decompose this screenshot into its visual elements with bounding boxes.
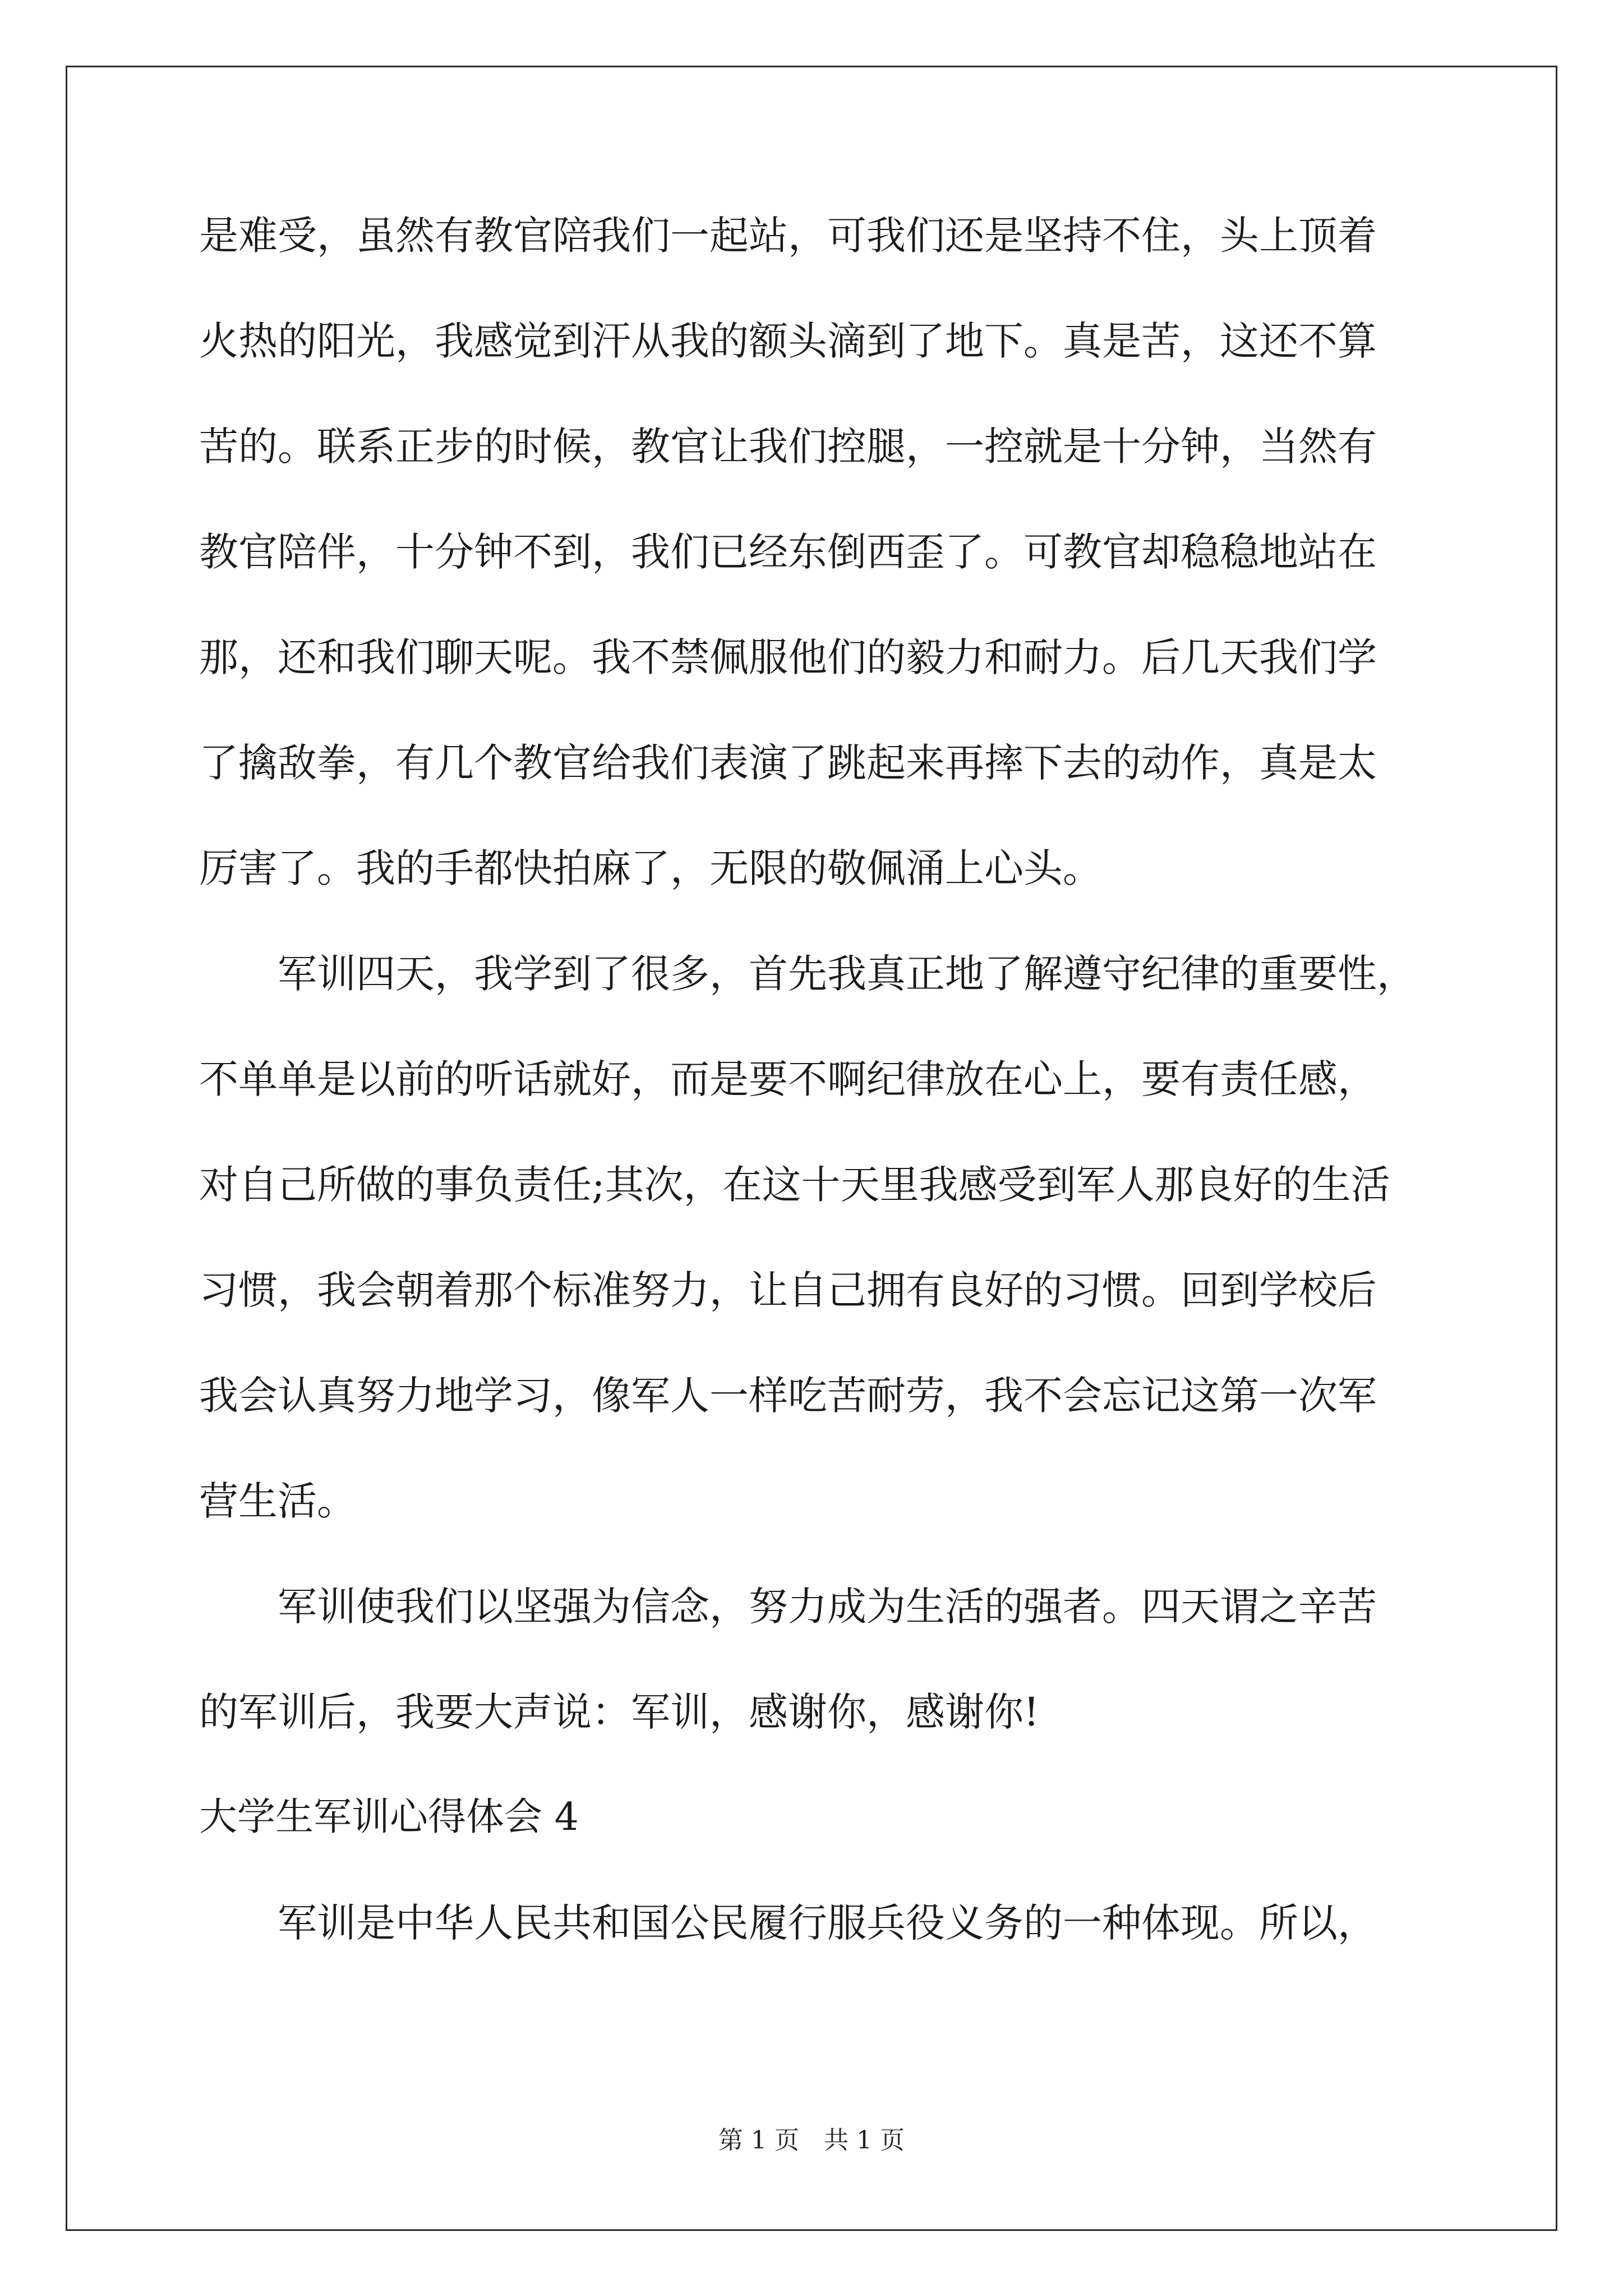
section-heading: 大学生军训心得体会 4 (199, 1795, 579, 1839)
text-line: 军训是中华人民共和国公民履行服兵役义务的一种体现。所以， (199, 1900, 1377, 1946)
text-line: 我会认真努力地学习，像军人一样吃苦耐劳，我不会忘记这第一次军 (199, 1373, 1377, 1419)
text-line: 的军训后，我要大声说：军训，感谢你，感谢你! (199, 1689, 1040, 1735)
text-line: 是难受，虽然有教官陪我们一起站，可我们还是坚持不住，头上顶着 (199, 213, 1377, 259)
text-line: 习惯，我会朝着那个标准努力，让自己拥有良好的习惯。回到学校后 (199, 1267, 1377, 1313)
text-line: 了擒敌拳，有几个教官给我们表演了跳起来再摔下去的动作，真是太 (199, 740, 1377, 786)
text-line: 军训四天，我学到了很多，首先我真正地了解遵守纪律的重要性， (199, 951, 1416, 997)
text-line: 教官陪伴，十分钟不到，我们已经东倒西歪了。可教官却稳稳地站在 (199, 529, 1377, 575)
page-number-footer: 第 1 页 共 1 页 (718, 2126, 905, 2155)
text-line: 对自己所做的事负责任;其次，在这十天里我感受到军人那良好的生活 (199, 1162, 1390, 1208)
text-line: 营生活。 (199, 1478, 356, 1524)
text-line: 不单单是以前的听话就好，而是要不啊纪律放在心上，要有责任感， (199, 1056, 1377, 1102)
text-line: 厉害了。我的手都快拍麻了，无限的敬佩涌上心头。 (199, 845, 1102, 891)
text-line: 火热的阳光，我感觉到汗从我的额头滴到了地下。真是苦，这还不算 (199, 318, 1377, 364)
text-line: 军训使我们以坚强为信念，努力成为生活的强者。四天谓之辛苦 (199, 1584, 1377, 1630)
text-line: 苦的。联系正步的时候，教官让我们控腿，一控就是十分钟，当然有 (199, 424, 1377, 470)
text-line: 那，还和我们聊天呢。我不禁佩服他们的毅力和耐力。后几天我们学 (199, 634, 1377, 680)
